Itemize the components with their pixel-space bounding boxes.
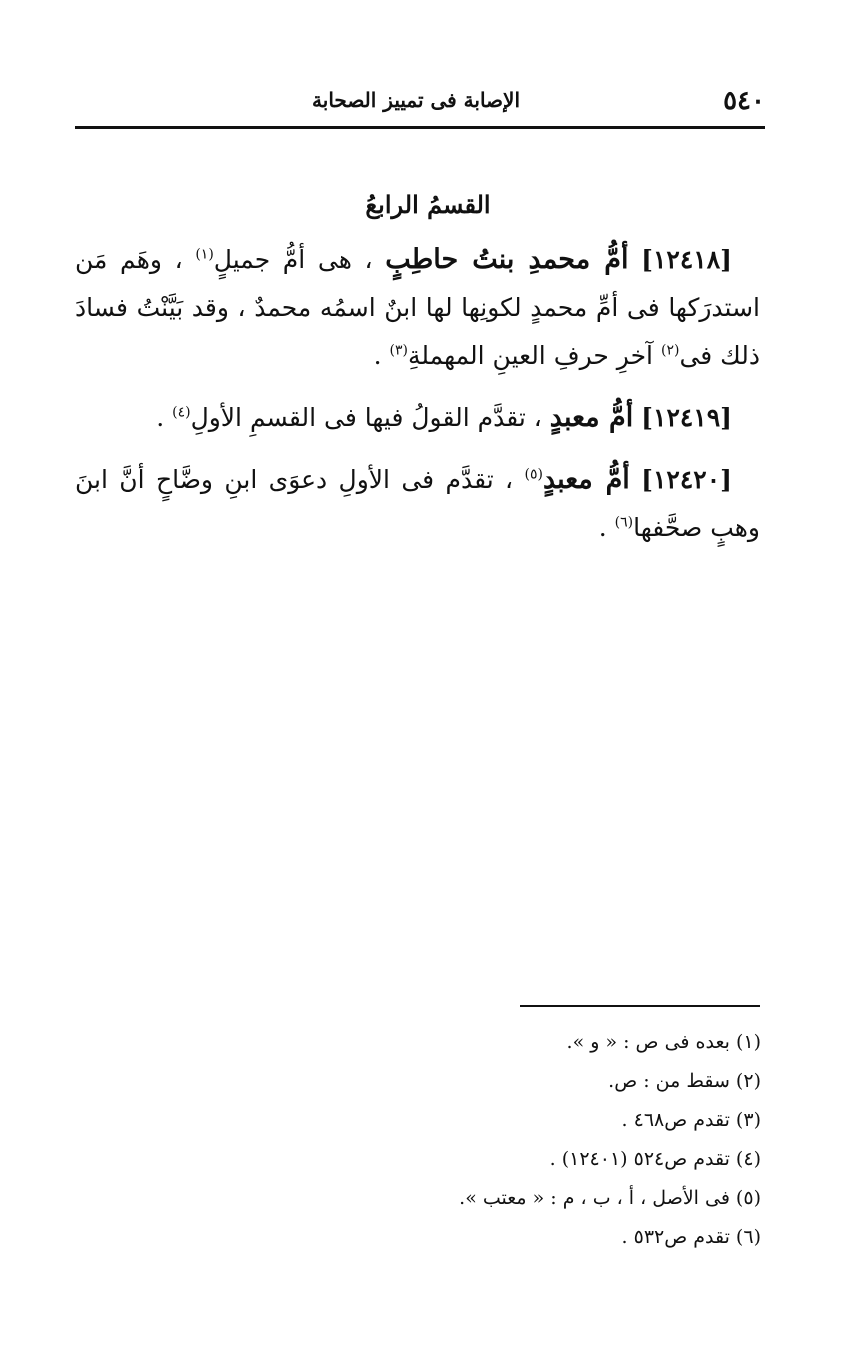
page-number: ٥٤٠: [723, 86, 765, 116]
entry-number: [١٢٤٢٠]: [641, 465, 732, 494]
footnote: (٤) تقدم ص٥٢٤ (١٢٤٠١) .: [549, 1148, 761, 1170]
entry-text: ، وهَم مَن استدرَكها فى أمِّ محمدٍ لكونِها لها ابنٌ اسمُه محمدٌ ، وقد بَيَّنْتُ فسادَ ذلك فى: [75, 245, 760, 370]
entry-text: ، هى أمُّ جميلٍ: [213, 245, 373, 274]
footnote: (٦) تقدم ص٥٣٢ .: [621, 1226, 761, 1248]
entry-text: ، تقدَّم فى الأولِ دعوَى ابنِ وضَّاحٍ أنَّ ابنَ وهبٍ صحَّفها: [75, 465, 760, 542]
entry-text: .: [156, 403, 165, 432]
footnote: (٢) سقط من : ص.: [608, 1070, 761, 1092]
entry-name: أمُّ معبدٍ: [549, 402, 634, 433]
entry-text: .: [598, 513, 607, 542]
footnote: (١) بعده فى ص : « و ».: [566, 1031, 761, 1053]
entry-12420: [75, 456, 760, 552]
footnote-ref: (٢): [660, 342, 680, 359]
entry-text: آخرِ حرفِ العينِ المهملةِ: [407, 341, 654, 370]
page-header: [75, 82, 765, 122]
entry-text: ، تقدَّم القولُ فيها فى القسمِ الأولِ: [190, 403, 542, 432]
footnote-rule: [520, 1005, 760, 1007]
entry-name: أمُّ محمدِ بنتُ حاطِبٍ: [385, 244, 629, 275]
footnotes: [75, 1023, 761, 1257]
entry-number: [١٢٤١٩]: [641, 403, 732, 432]
footnote-ref: (١): [195, 246, 214, 263]
footnote-ref: (٣): [389, 342, 408, 359]
footnote: (٥) فى الأصل ، أ ، ب ، م : « معتب ».: [459, 1187, 761, 1209]
entry-12418: [75, 236, 760, 380]
main-text: [75, 236, 760, 566]
entry-text: .: [373, 341, 382, 370]
section-title: القسمُ الرابعُ: [365, 190, 491, 219]
running-title: الإصابة فى تمييز الصحابة: [312, 88, 520, 112]
entry-12419: [75, 394, 760, 442]
footnote-ref: (٥): [524, 466, 543, 483]
header-rule: [75, 126, 765, 129]
entry-number: [١٢٤١٨]: [641, 245, 732, 274]
footnote-ref: (٤): [172, 404, 191, 421]
footnote-ref: (٦): [614, 514, 634, 531]
entry-name: أمُّ معبدٍ: [542, 464, 630, 495]
footnote: (٣) تقدم ص٤٦٨ .: [621, 1109, 761, 1131]
